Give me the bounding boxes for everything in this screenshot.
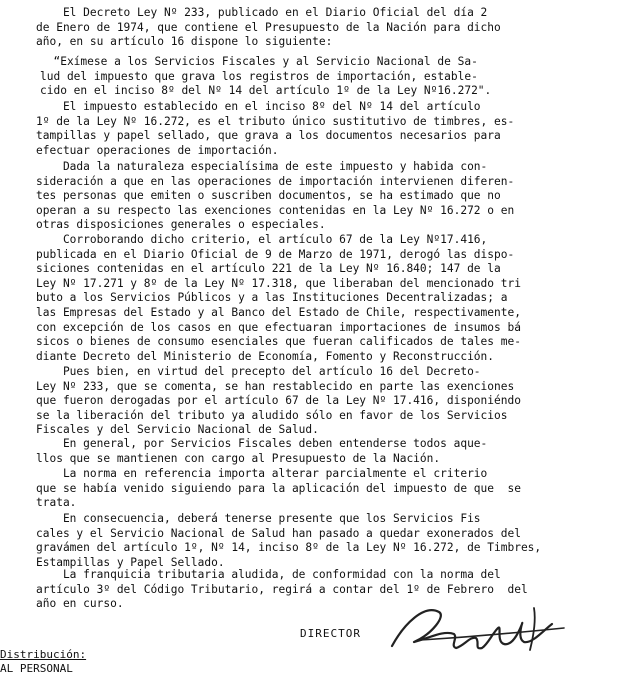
distribution-entry: AL PERSONAL [0,662,73,675]
text-line: En consecuencia, deberá tenerse presente que los Servicios Fis [36,512,481,525]
paragraph-tax [36,100,514,158]
text-line: sicos o bienes de consumo esenciales que fueran calificados de tales me- [36,335,521,349]
text-line: que se había venido siguiendo para la aplicación del impuesto de que se [36,481,521,495]
text-line: Estampillas y Papel Sellado. [36,555,225,569]
distribution-block [0,648,86,676]
text-line: tes personas que emiten o suscriben documentos, se ha estimado que no [36,189,501,203]
text-line: publicada en el Diario Oficial de 9 de Marzo de 1971, derogó las dispo- [36,247,515,261]
text-line: llos que se mantienen con cargo al Presupuesto de la Nación. [36,451,441,465]
text-line: En general, por Servicios Fiscales deben entenderse todos aque- [36,437,488,450]
text-line: cido en el inciso 8º del Nº 14 del artículo 1º de la Ley Nº16.272". [40,84,492,98]
text-line: que fueron derogadas por el artículo 67 de la Ley Nº 17.416, disponiéndo [36,394,521,408]
text-line: tampillas y papel sellado, que grava a los documentos necesarios para [36,129,501,143]
text-line: Fiscales y del Servicio Nacional de Salud. [36,423,319,437]
text-line: año en curso. [36,597,124,611]
paragraph-decree [36,6,501,50]
text-line: año, en su artículo 16 dispone lo siguiente: [36,35,333,49]
text-line: La norma en referencia importa alterar parcialmente el criterio [36,467,488,480]
text-line: otras disposiciones generales o especiales. [36,218,326,232]
text-line: El impuesto establecido en el inciso 8º del Nº 14 del artículo [36,100,481,113]
paragraph-consequence [36,512,541,570]
text-line: Corroborando dicho criterio, el artículo 67 de la Ley Nº17.416, [36,233,488,246]
paragraph-norm [36,467,521,511]
text-line: 1º de la Ley Nº 16.272, es el tributo único sustitutivo de timbres, es- [36,114,515,128]
text-line: Dada la naturaleza especialísima de este impuesto y habida con- [36,160,488,173]
paragraph-nature [36,160,514,233]
text-line: siciones contenidas en el artículo 221 de la Ley Nº 16.840; 147 de la [36,262,501,276]
text-line: las Empresas del Estado y al Banco del Estado de Chile, respectivamente, [36,305,521,319]
text-line: buto a los Servicios Públicos y a las Instituciones Decentralizadas; a [36,291,508,305]
text-line: lud del impuesto que grava los registros de importación, estable- [40,69,478,83]
paragraph-general [36,437,487,466]
text-line: sideración a que en las operaciones de importación intervienen diferen- [36,174,515,188]
text-line: efectuar operaciones de importación. [36,143,279,157]
text-line: diante Decreto del Ministerio de Economía, Fomento y Reconstrucción. [36,349,495,363]
text-line: La franquicia tributaria aludida, de conformidad con la norma del [36,568,501,581]
text-line: Ley Nº 233, que se comenta, se han restablecido en parte las exenciones [36,379,515,393]
paragraph-corroboration [36,233,521,364]
text-line: operan a su respecto las exenciones contenidas en la Ley Nº 16.272 o en [36,203,515,217]
text-line: de Enero de 1974, que contiene el Presupuesto de la Nación para dicho [36,20,501,34]
text-line: “Exímese a los Servicios Fiscales y al Servicio Nacional de Sa- [40,55,478,68]
text-line: gravámen del artículo 1º, Nº 14, inciso 8º de la Ley Nº 16.272, de Timbres, [36,541,542,555]
handwritten-signature [384,594,584,664]
text-line: artículo 3º del Código Tributario, regirá a contar del 1º de Febrero del [36,582,528,596]
text-line: trata. [36,496,77,510]
distribution-label: Distribución: [0,648,87,661]
paragraph-quote [40,55,491,99]
text-line: Pues bien, en virtud del precepto del artículo 16 del Decreto- [36,365,481,378]
text-line: con excepción de los casos en que efectuaran importaciones de insumos bá [36,320,521,334]
text-line: Ley Nº 17.271 y 8º de la Ley Nº 17.318, que liberaban del mencionado tri [36,276,521,290]
director-title: DIRECTOR [300,627,361,640]
paragraph-virtue [36,365,521,438]
text-line: El Decreto Ley Nº 233, publicado en el Diario Oficial del día 2 [36,6,488,19]
text-line: se la liberación del tributo ya aludido sólo en favor de los Servicios [36,408,508,422]
text-line: cales y el Servicio Nacional de Salud han pasado a quedar exonerados del [36,526,521,540]
